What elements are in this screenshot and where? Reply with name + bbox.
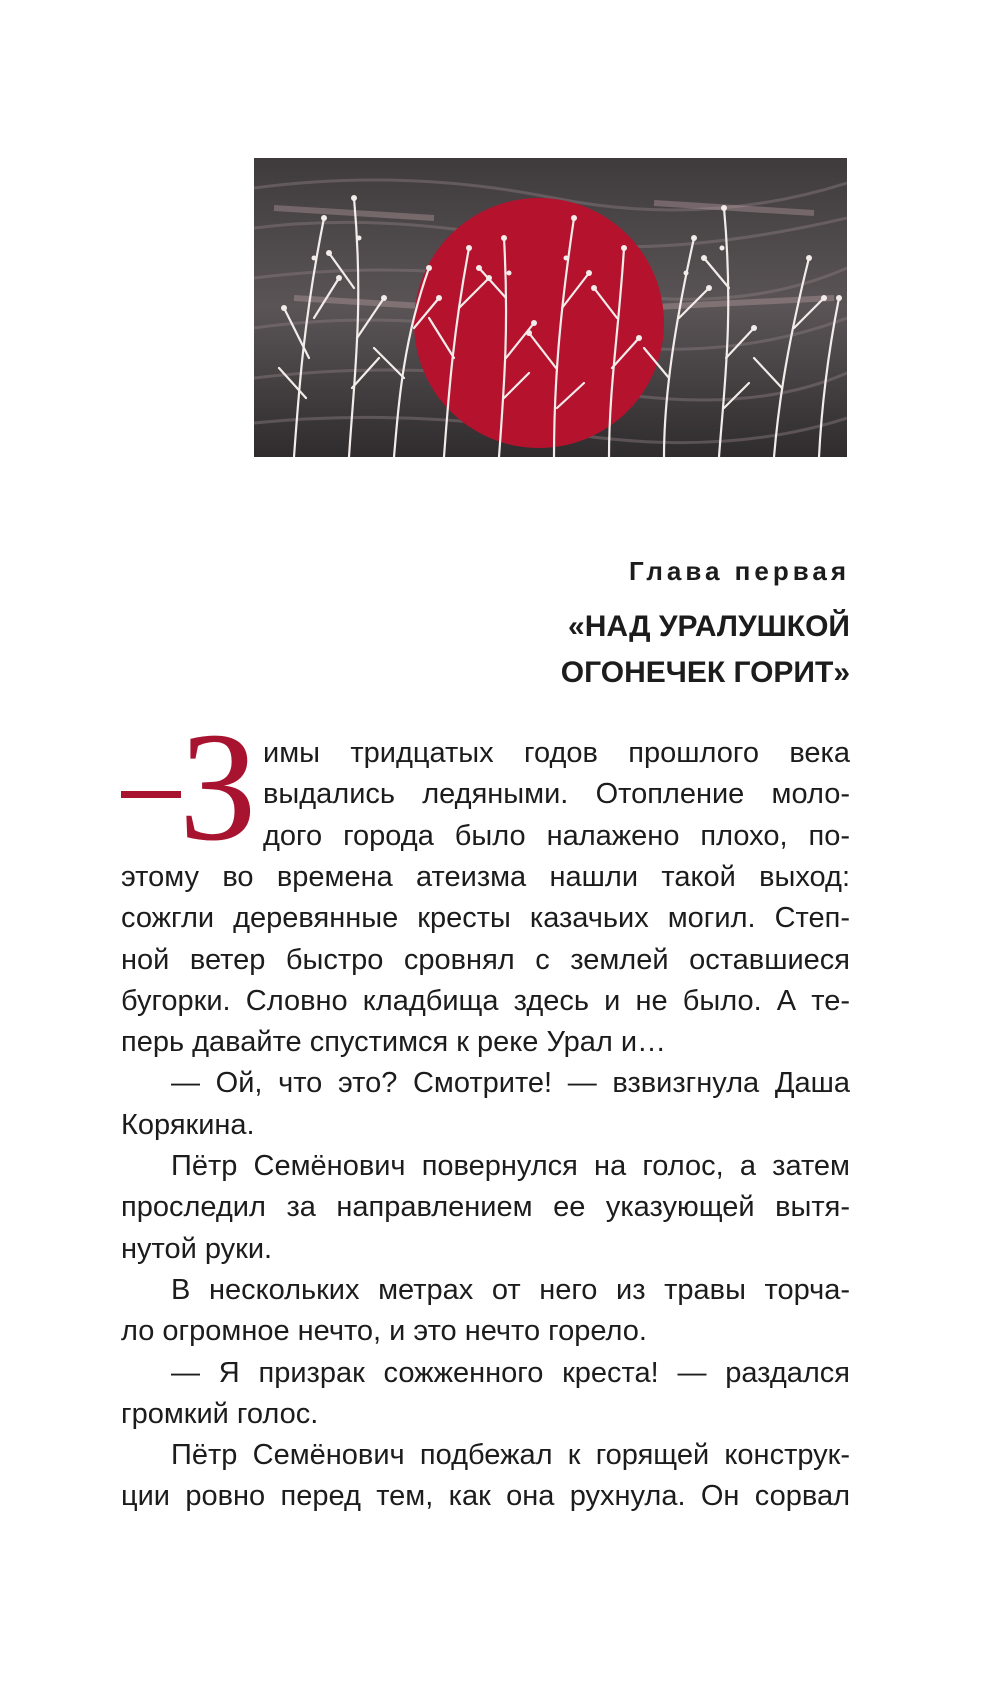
text-line: В нескольких метрах от него из травы торча- <box>171 1273 850 1306</box>
text-line: ции ровно перед тем, как она рухнула. Он сорвал <box>121 1480 850 1513</box>
text-line: перь давайте спустимся к реке Урал и… <box>121 1026 667 1059</box>
text-line: Пётр Семёнович повернулся на голос, а затем <box>171 1150 850 1183</box>
text-line: этому во времена атеизма нашли такой выход: <box>121 861 850 893</box>
drop-cap-dash <box>121 791 181 798</box>
text-line: бугорки. Словно кладбища здесь и не было. А те- <box>121 984 850 1017</box>
text-line: — Ой, что это? Смотрите! — взвизгнула Даша <box>171 1067 850 1100</box>
drop-cap-letter: З <box>179 700 258 873</box>
drop-cap-lines <box>263 733 850 857</box>
text-line: Пётр Семёнович подбежал к горящей конструк- <box>171 1439 850 1472</box>
text-line: выдались ледяными. Отопление моло- <box>263 778 850 811</box>
text-line: громкий голос. <box>121 1397 319 1430</box>
text-line: нутой руки. <box>121 1232 273 1265</box>
chapter-title-line: «НАД УРАЛУШКОЙ <box>568 610 850 643</box>
chapter-title-line: ОГОНЕЧЕК ГОРИТ» <box>560 656 850 689</box>
text-line: Корякина. <box>121 1108 255 1141</box>
text-line: имы тридцатых годов прошлого века <box>263 737 850 769</box>
chapter-title <box>410 604 850 696</box>
text-line: ло огромное нечто, и это нечто горело. <box>121 1315 647 1348</box>
text-line: ной ветер быстро сровнял с землей оставшиеся <box>121 943 850 976</box>
body-text <box>121 700 850 1518</box>
chapter-illustration <box>254 158 847 457</box>
text-line: дого города было налажено плохо, по- <box>263 819 850 852</box>
text-line: проследил за направлением ее указующей вытя- <box>121 1191 850 1224</box>
chapter-label: Глава первая <box>628 556 850 586</box>
text-line: сожгли деревянные кресты казачьих могил. Степ- <box>121 902 850 935</box>
red-sun-with-white-grass-illustration <box>254 158 847 457</box>
drop-cap-paragraph <box>121 700 850 873</box>
text-line: — Я призрак сожженного креста! — раздался <box>171 1356 850 1389</box>
